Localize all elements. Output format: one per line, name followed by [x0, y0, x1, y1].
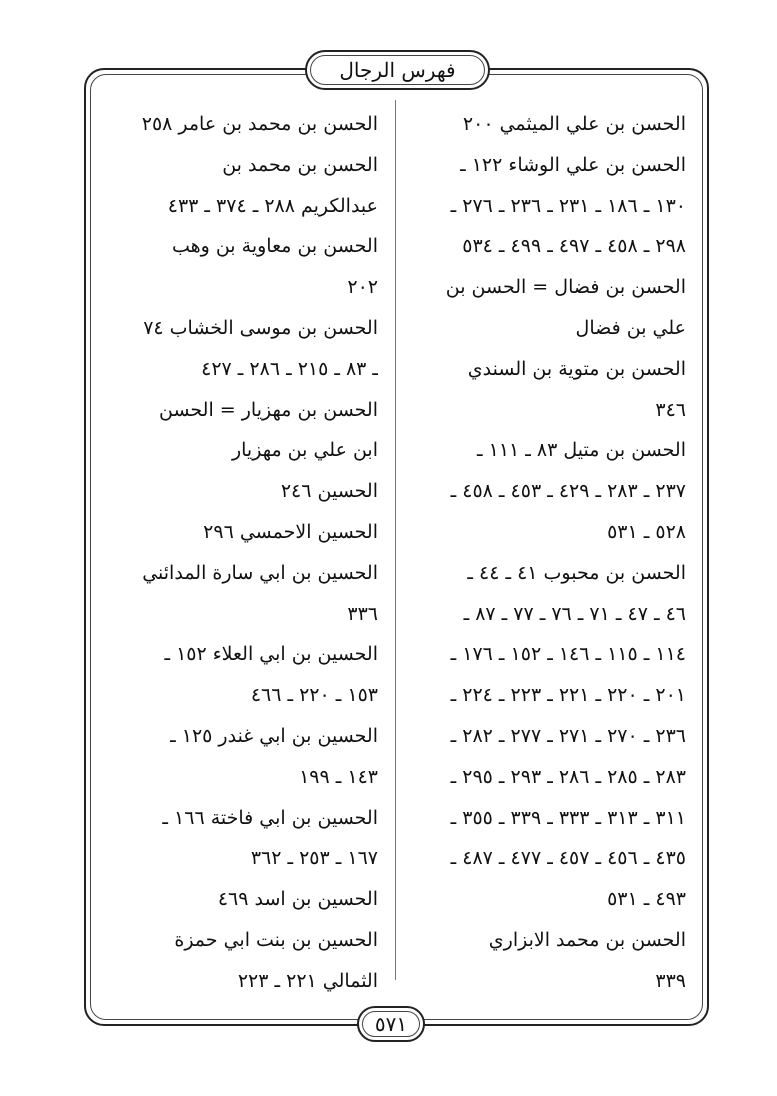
index-entry-line: ١١٤ ـ ١١٥ ـ ١٤٦ ـ ١٥٢ ـ ١٧٦ ـ — [450, 643, 686, 666]
index-entry-line: الحسين بن بنت ابي حمزة — [174, 928, 378, 951]
index-entry-line: ٣١١ ـ ٣١٣ ـ ٣٣٣ ـ ٣٣٩ ـ ٣٥٥ ـ — [450, 806, 686, 829]
index-entry-line: الحسن بن محبوب ٤١ ـ ٤٤ ـ — [467, 561, 686, 584]
index-entry-line: ١٤٣ ـ ١٩٩ — [299, 765, 378, 788]
index-entry-line: الحسين بن اسد ٤٦٩ — [217, 888, 378, 911]
index-entry-line: الثمالي ٢٢١ ـ ٢٢٣ — [237, 969, 378, 992]
index-entry-line: الحسين بن ابي فاختة ١٦٦ ـ — [162, 806, 378, 829]
index-entry-line: الحسن بن محمد الابزاري — [488, 928, 686, 951]
index-entry-line: ٢٣٧ ـ ٢٨٣ ـ ٤٢٩ ـ ٤٥٣ ـ ٤٥٨ ـ — [450, 480, 686, 503]
index-entry-line: ٣٣٦ — [347, 602, 378, 625]
left-column — [102, 104, 378, 1002]
index-entry-line: الحسين بن ابي العلاء ١٥٢ ـ — [164, 643, 378, 666]
index-entry-line: ٢٣٦ ـ ٢٧٠ ـ ٢٧١ ـ ٢٧٧ ـ ٢٨٢ ـ — [450, 724, 686, 747]
index-entry-line: ٤٣٥ ـ ٤٥٦ ـ ٤٥٧ ـ ٤٧٧ ـ ٤٨٧ ـ — [450, 847, 686, 870]
index-entry-line: ـ ٨٣ ـ ٢١٥ ـ ٢٨٦ ـ ٤٢٧ — [201, 357, 378, 380]
index-entry-line: الحسن بن علي الوشاء ١٢٢ ـ — [460, 153, 686, 176]
index-entry-line: عبدالكريم ٢٨٨ ـ ٣٧٤ ـ ٤٣٣ — [167, 194, 378, 217]
index-entry-line: ٣٣٩ — [655, 969, 686, 992]
column-divider — [395, 100, 396, 980]
index-entry-line: الحسن بن فضال = الحسن بن — [445, 276, 686, 299]
index-entry-line: الحسن بن متوية بن السندي — [467, 357, 686, 380]
index-entry-line: ٣٤٦ — [655, 398, 686, 421]
index-entry-line: الحسن بن موسى الخشاب ٧٤ — [143, 316, 378, 339]
index-entry-line: ١٦٧ ـ ٢٥٣ ـ ٣٦٢ — [250, 847, 378, 870]
index-entry-line: ابن علي بن مهزيار — [231, 439, 378, 462]
index-entry-line: ١٣٠ ـ ١٨٦ ـ ٢٣١ ـ ٢٣٦ ـ ٢٧٦ ـ — [450, 194, 686, 217]
page-number-text: ٥٧١ — [374, 1012, 408, 1036]
index-entry-line: الحسن بن متيل ٨٣ ـ ١١١ ـ — [477, 439, 686, 462]
index-entry-line: الحسين ٢٤٦ — [280, 480, 378, 503]
index-entry-line: الحسين الاحمسي ٢٩٦ — [203, 520, 378, 543]
index-entry-line: الحسن بن محمد بن عامر ٢٥٨ — [141, 113, 378, 135]
index-entry-line: ٤٩٣ ـ ٥٣١ — [607, 888, 686, 911]
page-number-badge — [357, 1006, 425, 1042]
right-column — [418, 104, 686, 1002]
index-entry-line: ٤٦ ـ ٤٧ ـ ٧١ ـ ٧٦ ـ ٧٧ ـ ٨٧ ـ — [463, 602, 686, 625]
index-entry-line: علي بن فضال — [575, 316, 686, 339]
index-entry-line: الحسن بن محمد بن — [222, 153, 378, 176]
page-header-text: فهرس الرجال — [339, 58, 456, 82]
index-entry-line: الحسين بن ابي سارة المدائني — [142, 561, 378, 584]
index-entry-line: الحسن بن علي الميثمي ٢٠٠ — [462, 113, 686, 135]
page-header-title — [305, 50, 490, 90]
index-entry-line: ١٥٣ ـ ٢٢٠ ـ ٤٦٦ — [250, 684, 378, 707]
index-entry-line: ٢٠١ ـ ٢٢٠ ـ ٢٢١ ـ ٢٢٣ ـ ٢٢٤ ـ — [450, 684, 686, 707]
index-entry-line: ٢٠٢ — [347, 276, 378, 299]
index-entry-line: ٢٩٨ ـ ٤٥٨ ـ ٤٩٧ ـ ٤٩٩ ـ ٥٣٤ — [462, 235, 686, 258]
index-entry-line: الحسن بن مهزيار = الحسن — [159, 398, 378, 421]
index-entry-line: الحسن بن معاوية بن وهب — [171, 235, 378, 258]
index-entry-line: الحسين بن ابي غندر ١٢٥ ـ — [170, 724, 378, 747]
index-entry-line: ٢٨٣ ـ ٢٨٥ ـ ٢٨٦ ـ ٢٩٣ ـ ٢٩٥ ـ — [450, 765, 686, 788]
index-entry-line: ٥٢٨ ـ ٥٣١ — [607, 520, 686, 543]
